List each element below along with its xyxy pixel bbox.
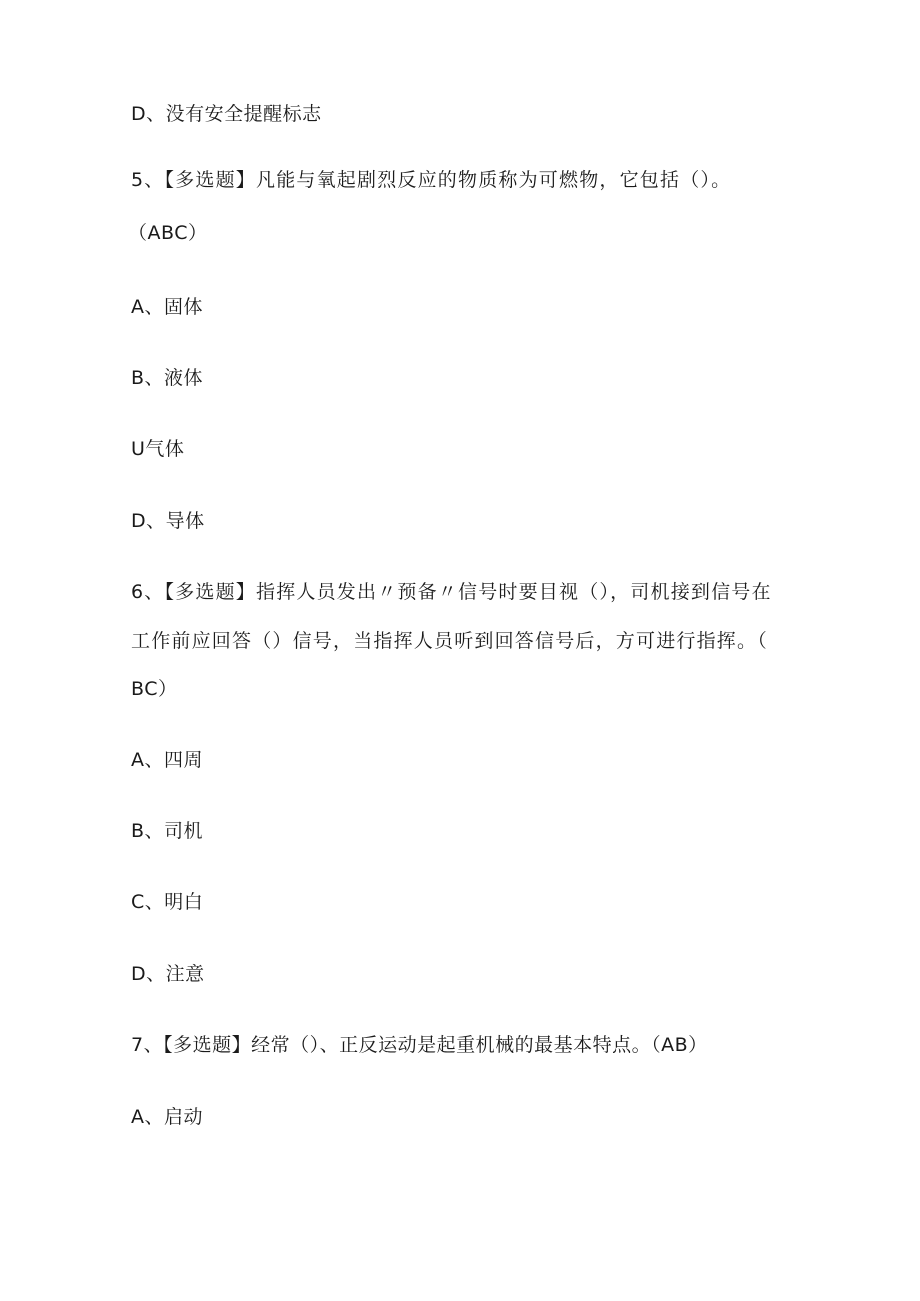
q6-question-text-line1: 6、【多选题】指挥人员发出〃预备〃信号时要目视（），司机接到信号在: [131, 581, 772, 603]
q5-answer: （ABC）: [128, 222, 208, 244]
q6-answer: BC）: [131, 678, 178, 700]
q5-option-d: D、导体: [131, 510, 205, 532]
q5-option-a: A、固体: [131, 296, 203, 318]
q6-question-text-line2: 工作前应回答（）信号，当指挥人员听到回答信号后，方可进行指挥。（: [131, 630, 768, 652]
q5-option-c: U气体: [131, 438, 185, 460]
q5-question-text: 5、【多选题】凡能与氧起剧烈反应的物质称为可燃物，它包括（）。: [131, 169, 732, 191]
q5-option-b: B、液体: [131, 367, 204, 389]
q7-option-a: A、启动: [131, 1106, 203, 1128]
q6-option-c: C、明白: [131, 891, 204, 913]
q6-option-a: A、四周: [131, 749, 203, 771]
q6-option-d: D、注意: [131, 963, 205, 985]
q4-option-d: D、没有安全提醒标志: [131, 103, 322, 125]
q7-question-text: 7、【多选题】经常（）、正反运动是起重机械的最基本特点。（AB）: [131, 1034, 708, 1056]
q6-option-b: B、司机: [131, 820, 204, 842]
